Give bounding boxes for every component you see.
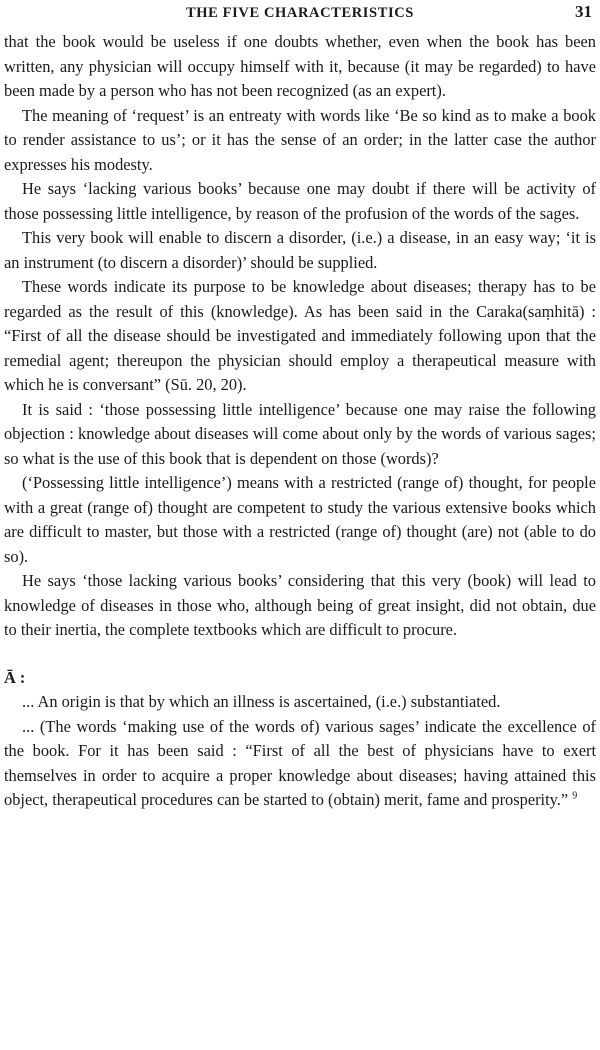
page-number: 31 <box>575 2 592 21</box>
paragraph: He says ‘those lacking various books’ considering that this very (book) will lead to knowledge of diseases in those who, although being of great insight, did not obtain, due to their inertia, the complete textbooks which are difficult to procure. <box>4 571 596 639</box>
section-heading: Ā : <box>4 667 26 687</box>
paragraph: It is said : ‘those possessing little intelligence’ because one may raise the following objection : knowledge about diseases will come about only by the words of various sages; so what is the use of this book that is dependent on those (words)? <box>4 399 596 468</box>
page-body <box>4 30 596 813</box>
footnote-marker: 9 <box>572 790 578 802</box>
paragraph-text: ... (The words ‘making use of the words of) various sages’ indicate the excellence of the book. For it has been said : “First of all the best of physicians have to exert themselves in order to acquire a proper knowledge about diseases; having attained this object, therapeutical procedures can be started to (obtain) merit, fame and prosperity.” <box>4 716 596 809</box>
paragraph: He says ‘lacking various books’ because one may doubt if there will be activity of those possessing little intelligence, by reason of the profusion of the words of the sages. <box>4 179 596 223</box>
paragraph: This very book will enable to discern a disorder, (i.e.) a disease, in an easy way; ‘it is an instrument (to discern a disorder)’ should be supplied. <box>4 228 596 272</box>
paragraph: ... An origin is that by which an illness is ascertained, (i.e.) substantiated. <box>22 692 501 711</box>
paragraph: that the book would be useless if one doubts whether, even when the book has been written, any physician will occupy himself with it, because (it may be regarded) to have been made by a person who has not been recognized (as an expert). <box>4 32 596 100</box>
running-head: THE FIVE CHARACTERISTICS <box>186 5 414 21</box>
paragraph: The meaning of ‘request’ is an entreaty with words like ‘Be so kind as to make a book to render assistance to us’; or it has the sense of an order; in the latter case the author expresses his modesty. <box>4 105 596 174</box>
paragraph: These words indicate its purpose to be knowledge about diseases; therapy has to be regarded as the result of this (knowledge). As has been said in the Caraka(saṃhitā) : “First of all the disease should be investigated and immediately following upon that the remedial agent; thereupon the physician should employ a therapeutical measure with which he is conversant” (Sū. 20, 20). <box>4 277 596 394</box>
paragraph <box>4 715 596 813</box>
page-header <box>4 0 596 30</box>
paragraph: (‘Possessing little intelligence’) means with a restricted (range of) thought, for people with a great (range of) thought are competent to study the various extensive books which are difficult to master, but those with a restricted (range of) thought (are) not (able to do so). <box>4 473 596 566</box>
